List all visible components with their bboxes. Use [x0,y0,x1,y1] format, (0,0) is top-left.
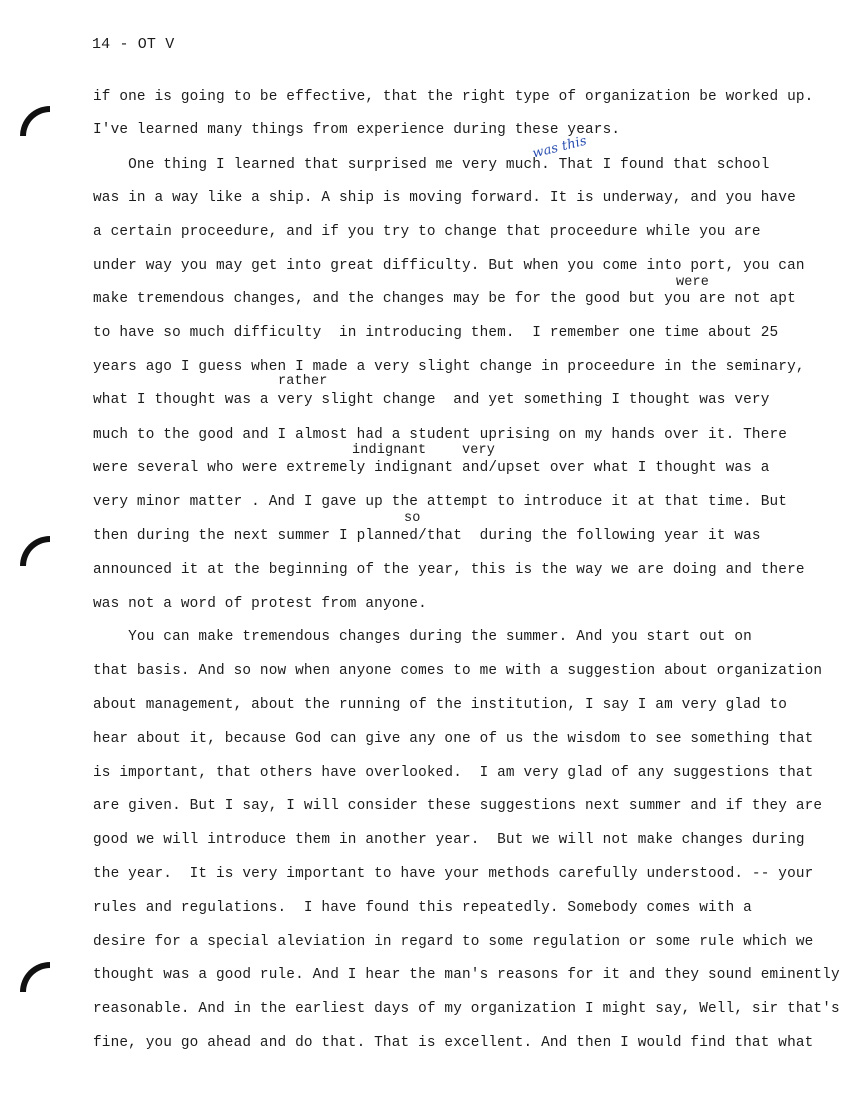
text-line: under way you may get into great difficulty. But when you come into port, you can [93,258,805,274]
text-line: One thing I learned that surprised me very much. That I found that school [93,157,770,173]
text-line: what I thought was a very slight change and yet something I thought was very [93,392,770,408]
punch-hole-mark [20,536,50,566]
text-line: rules and regulations. I have found this repeatedly. Somebody comes with a [93,900,752,916]
text-line: if one is going to be effective, that the right type of organization be worked up. [93,89,814,105]
text-line: was not a word of protest from anyone. [93,596,427,612]
text-line: years ago I guess when I made a very slight change in proceedure in the seminary, [93,359,805,375]
text-line: a certain proceedure, and if you try to change that proceedure while you are [93,224,761,240]
text-line: make tremendous changes, and the changes may be for the good but you are not apt [93,291,796,307]
text-line: good we will introduce them in another year. But we will not make changes during [93,832,805,848]
punch-hole-mark [20,962,50,992]
insertion-were: were [676,275,710,290]
text-line: were several who were extremely indignant and/upset over what I thought was a [93,460,770,476]
page-header: 14 - OT V [92,36,175,53]
text-line: desire for a special aleviation in regard to some regulation or some rule which we [93,934,814,950]
insertion-rather: rather [278,374,328,389]
text-line: are given. But I say, I will consider these suggestions next summer and if they are [93,798,823,814]
punch-hole-mark [20,106,50,136]
text-line: then during the next summer I planned/that during the following year it was [93,528,761,544]
insertion-very: very [462,443,496,458]
text-line: about management, about the running of the institution, I say I am very glad to [93,697,788,713]
text-line: much to the good and I almost had a student uprising on my hands over it. There [93,427,788,443]
insertion-indignant: indignant [352,443,427,458]
text-line: to have so much difficulty in introducing them. I remember one time about 25 [93,325,779,341]
text-line: is important, that others have overlooked. I am very glad of any suggestions that [93,765,814,781]
text-line: announced it at the beginning of the year, this is the way we are doing and there [93,562,805,578]
text-line: the year. It is very important to have your methods carefully understood. -- your [93,866,814,882]
text-line: fine, you go ahead and do that. That is excellent. And then I would find that what [93,1035,814,1051]
text-line: very minor matter . And I gave up the attempt to introduce it at that time. But [93,494,788,510]
text-line: reasonable. And in the earliest days of my organization I might say, Well, sir that's [93,1001,840,1017]
text-line: I've learned many things from experience during these years. [93,122,621,138]
insertion-so: so [404,511,421,526]
text-line: hear about it, because God can give any one of us the wisdom to see something that [93,731,814,747]
handwritten-note: was this [531,133,589,162]
text-line: that basis. And so now when anyone comes to me with a suggestion about organization [93,663,823,679]
text-line: thought was a good rule. And I hear the man's reasons for it and they sound eminently [93,967,840,983]
text-line: You can make tremendous changes during the summer. And you start out on [93,629,752,645]
text-line: was in a way like a ship. A ship is moving forward. It is underway, and you have [93,190,796,206]
